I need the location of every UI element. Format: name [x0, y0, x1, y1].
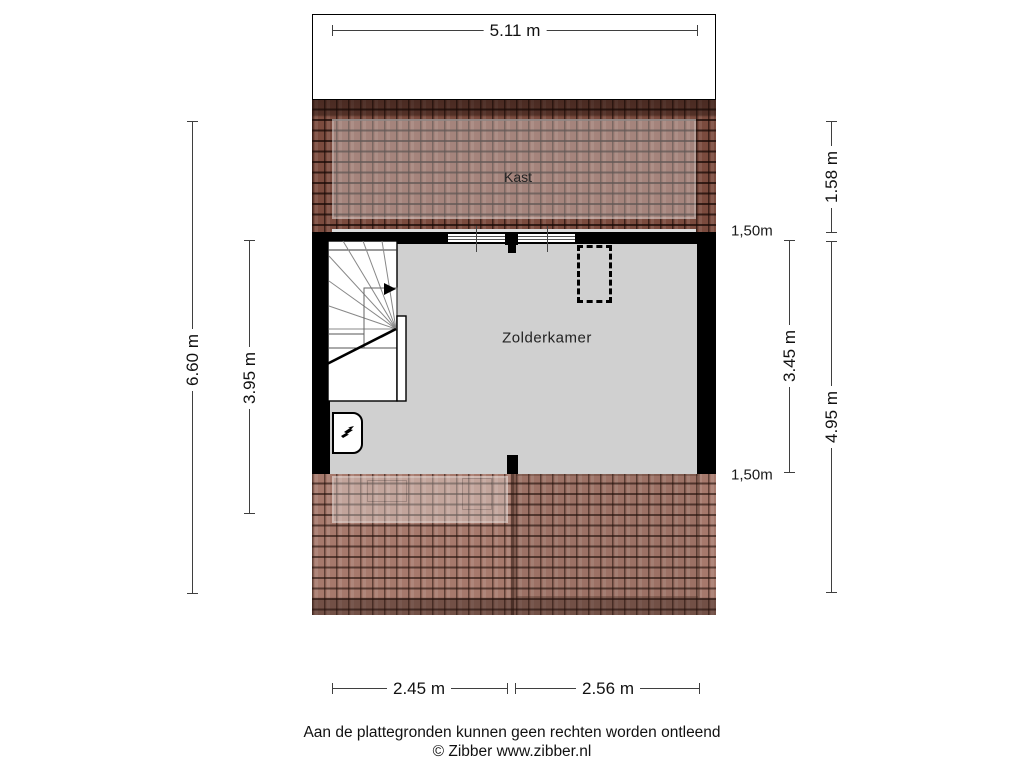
- knee-wall-height-top: 1,50m: [731, 222, 773, 240]
- footer-credit: © Zibber www.zibber.nl: [432, 743, 592, 760]
- dim-label-left-inner: 3.95 m: [239, 347, 261, 409]
- wall-right: [697, 232, 716, 474]
- window-center-pier-stub: [508, 245, 516, 253]
- kast-label: Kast: [503, 169, 533, 185]
- flame-icon: [340, 425, 356, 441]
- skylight: [577, 245, 612, 303]
- hidden-object-outline: [367, 480, 407, 502]
- zolderkamer-label: Zolderkamer: [502, 329, 592, 347]
- window-mullion: [547, 226, 548, 252]
- footer: [0, 723, 1024, 761]
- wall-top-right-segment: [575, 232, 697, 244]
- hidden-object-outline: [462, 478, 492, 510]
- dim-label-bottom-left: 2.45 m: [387, 679, 451, 699]
- window-mullion: [476, 226, 477, 252]
- window-center-pier: [505, 232, 518, 245]
- dim-label-right-outer: 4.95 m: [821, 386, 843, 448]
- boiler-unit: [332, 412, 363, 454]
- roof-right-shading: [514, 474, 700, 598]
- dim-label-top-width: 5.11 m: [484, 21, 547, 41]
- bottom-wall-pier: [507, 455, 518, 474]
- knee-wall-height-bottom: 1,50m: [731, 466, 773, 484]
- dim-label-right-room: 3.45 m: [779, 325, 801, 387]
- dim-label-bottom-right: 2.56 m: [576, 679, 640, 699]
- dim-label-right-roof-top: 1.58 m: [821, 146, 843, 208]
- staircase: [325, 236, 410, 406]
- footer-disclaimer: Aan de plattegronden kunnen geen rechten worden ontleend: [303, 724, 721, 741]
- dim-label-left-outer: 6.60 m: [182, 329, 204, 391]
